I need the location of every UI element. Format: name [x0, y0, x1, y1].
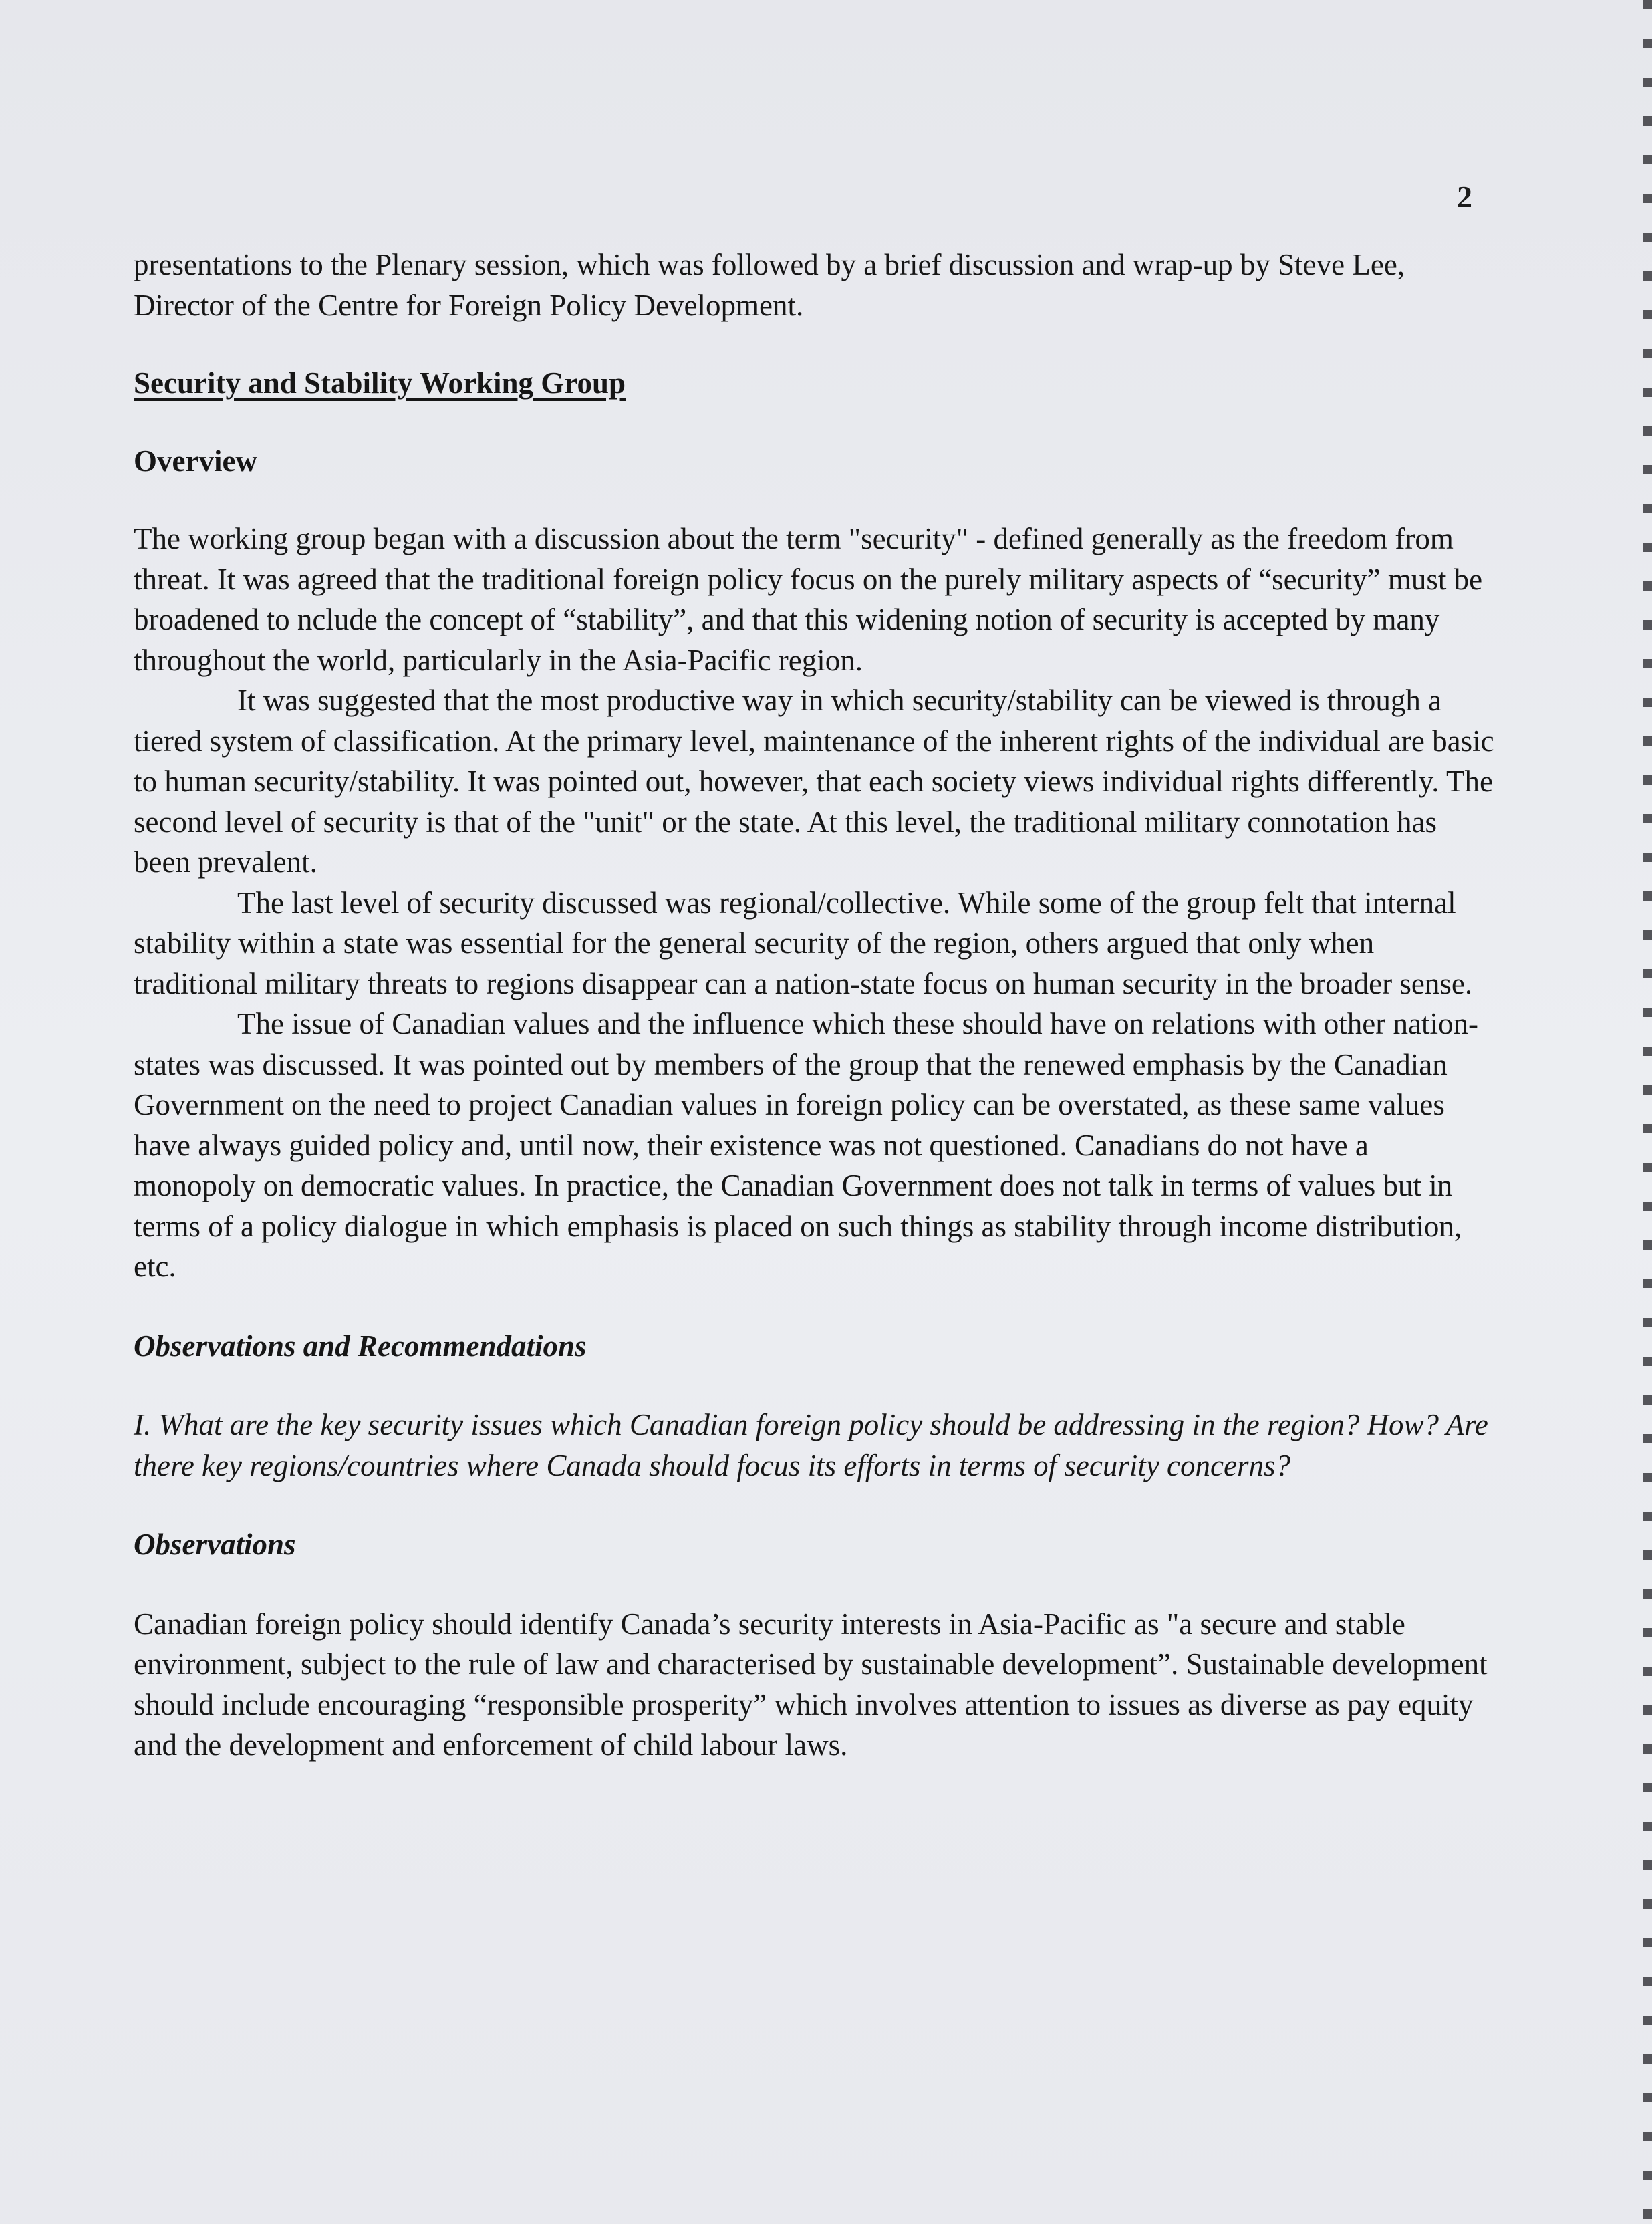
overview-paragraph-2: It was suggested that the most productive way in which security/stability can be viewed is through a tiered system of classification. At the primary level, maintenance of the inherent rights of the individual are basic to human security/stability. It was pointed out, however, that each society views individual rights differently. The second level of security is that of the "unit" or the state. At this level, the traditional military connotation has been prevalent.	[134, 684, 1494, 879]
observations-paragraph: Canadian foreign policy should identify Canada’s security interests in Asia-Pacific as "a secure and stable environment, subject to the rule of law and characterised by sustainable development”. Sustainable development should include encouraging “responsible prosperity” which involves attention to issues as diverse as pay equity and the development and enforcement of child labour laws.	[134, 1607, 1488, 1762]
document-body	[134, 245, 1497, 1766]
observations-heading: Observations	[134, 1528, 296, 1561]
overview-paragraph-3: The last level of security discussed was regional/collective. While some of the group felt that internal stability within a state was essential for the general security of the region, others argued that only when traditional military threats to regions disappear can a nation-state focus on human security in the broader sense.	[134, 885, 1473, 1000]
spiral-binding	[1643, 0, 1652, 2224]
overview-paragraph-4: The issue of Canadian values and the influence which these should have on relations with other nation-states was discussed. It was pointed out by members of the group that the renewed emphasis by the Canadian Government on the need to project Canadian values in foreign policy can be overstated, as these same values have always guided policy and, until now, their existence was not questioned. Canadians do not have a monopoly on democratic values. In practice, the Canadian Government does not talk in terms of values but in terms of a policy dialogue in which emphasis is placed on such things as stability through income distribution, etc.	[134, 1007, 1478, 1283]
page-number: 2	[1457, 180, 1472, 214]
overview-paragraph-1: The working group began with a discussion about the term "security" - defined generally as the freedom from threat. It was agreed that the traditional foreign policy focus on the purely military aspects of “security” must be broadened to nclude the concept of “stability”, and that this widening notion of security is accepted by many throughout the world, particularly in the Asia-Pacific region.	[134, 522, 1483, 677]
overview-heading: Overview	[134, 444, 257, 478]
question-paragraph: I. What are the key security issues which Canadian foreign policy should be addressing in the region? How? Are there key regions/countries where Canada should focus its efforts in terms of security concerns?	[134, 1408, 1488, 1482]
recommendations-heading: Observations and Recommendations	[134, 1329, 587, 1363]
intro-paragraph: presentations to the Plenary session, which was followed by a brief discussion and wrap-up by Steve Lee, Director of the Centre for Foreign Policy Development.	[134, 248, 1405, 322]
section-title: Security and Stability Working Group	[134, 366, 626, 400]
